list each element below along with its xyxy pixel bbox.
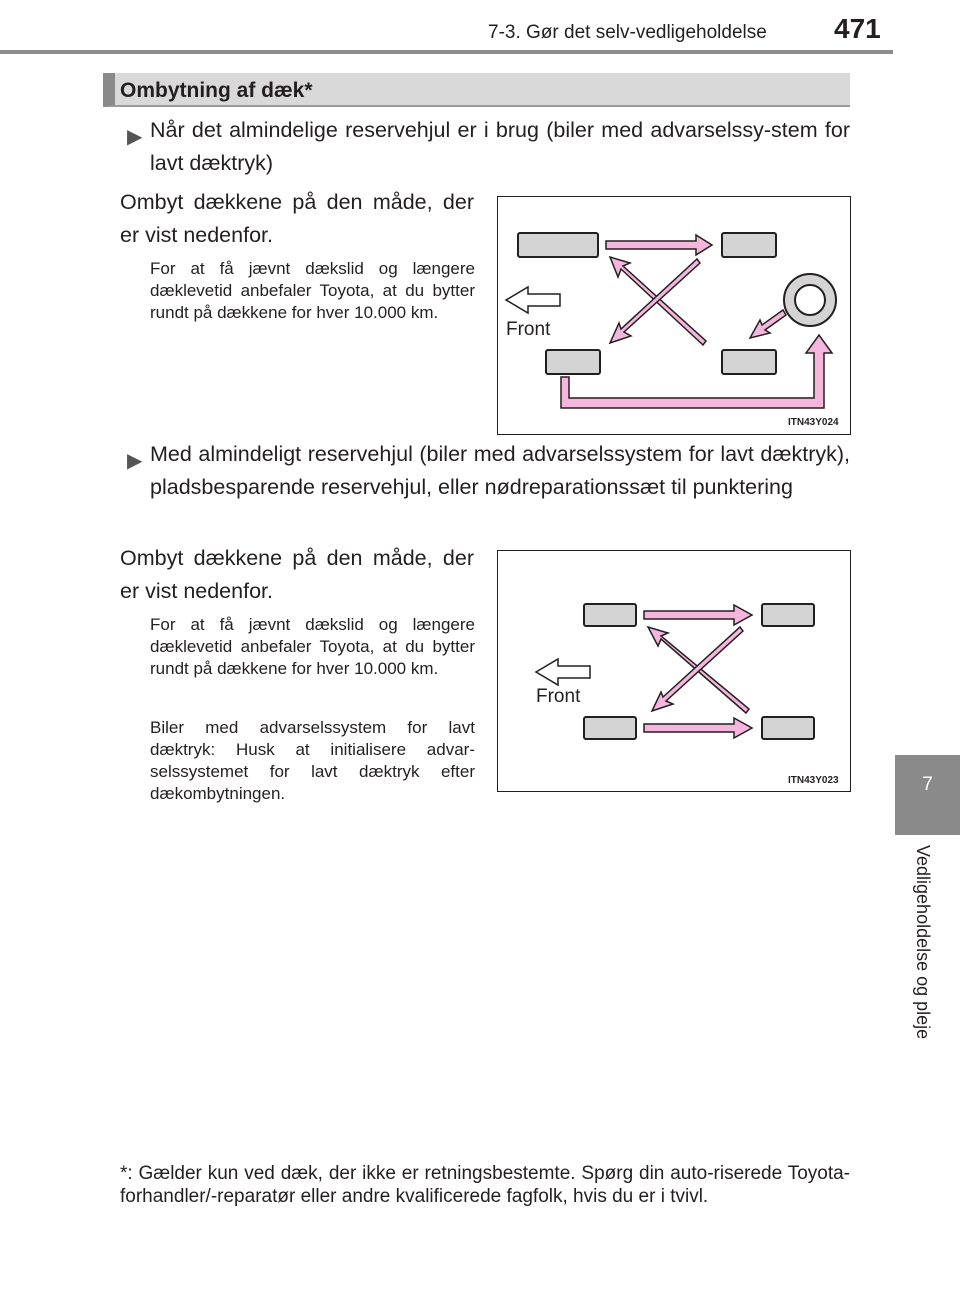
section-title: Ombytning af dæk* — [120, 79, 313, 102]
tire-rotation-figure-1 — [497, 196, 851, 435]
arrow-fl-to-fr — [606, 235, 712, 255]
tire-rear-right — [762, 717, 814, 739]
block1-note: For at få jævnt dækslid og længere dæklevetid anbefaler Toyota, at du bytter rundt på dækkene for hver 10.000 km. — [150, 259, 475, 322]
tire-front-left — [518, 233, 598, 257]
block1-text: Ombyt dækkene på den måde, der er vist nedenfor. — [120, 190, 474, 247]
bullet-arrow-icon: ▶ — [127, 450, 143, 472]
figure-code: ITN43Y024 — [788, 417, 839, 428]
spare-tire-icon — [784, 274, 836, 326]
bullet-arrow-icon: ▶ — [127, 126, 143, 148]
block2-note2: Biler med advarselssystem for lavt dæktryk: Husk at initialisere advar-selssystemet for lavt dæktryk efter dækombytningen. — [150, 718, 475, 803]
arrow-rl-to-spare — [561, 335, 832, 408]
rotation-diagram-1 — [498, 197, 850, 434]
arrow-spare-to-rr — [750, 310, 786, 338]
tire-rear-left — [546, 350, 600, 374]
block2-heading: Med almindeligt reservehjul (biler med advarselssystem for lavt dæktryk), pladsbesparende reservehjul, eller nødreparationssæt til punktering — [150, 442, 850, 499]
chapter-tab: 7 — [895, 755, 960, 835]
tire-rear-right — [722, 350, 776, 374]
figure-code: ITN43Y023 — [788, 775, 839, 786]
block2-note1: For at få jævnt dækslid og længere dæklevetid anbefaler Toyota, at du bytter rundt på dækkene for hver 10.000 km. — [150, 615, 475, 678]
tire-rear-left — [584, 717, 636, 739]
front-label: Front — [536, 686, 581, 707]
front-arrow-icon — [506, 287, 560, 313]
arrow-fl-to-fr — [644, 605, 752, 625]
footnote: *: Gælder kun ved dæk, der ikke er retningsbestemte. Spørg din auto-riserede Toyota-forhandler/-reparatør eller andre kvalificerede fagfolk, hvis du er i tvivl. — [120, 1163, 850, 1207]
rotation-diagram-2 — [498, 551, 850, 791]
page-number: 471 — [834, 13, 881, 44]
block2-text: Ombyt dækkene på den måde, der er vist nedenfor. — [120, 546, 474, 603]
chapter-tab-label: Vedligeholdelse og pleje — [913, 845, 933, 1040]
block1-heading: Når det almindelige reservehjul er i brug (biler med advarselssy-stem for lavt dæktryk) — [150, 118, 850, 175]
front-arrow-icon — [536, 659, 590, 685]
tire-front-right — [722, 233, 776, 257]
chapter-title: 7-3. Gør det selv-vedligeholdelse — [488, 22, 767, 43]
front-label: Front — [506, 319, 551, 340]
tire-front-right — [762, 604, 814, 626]
header-divider — [0, 50, 893, 54]
tire-front-left — [584, 604, 636, 626]
arrow-rl-to-rr — [644, 718, 752, 738]
tire-rotation-figure-2 — [497, 550, 851, 792]
